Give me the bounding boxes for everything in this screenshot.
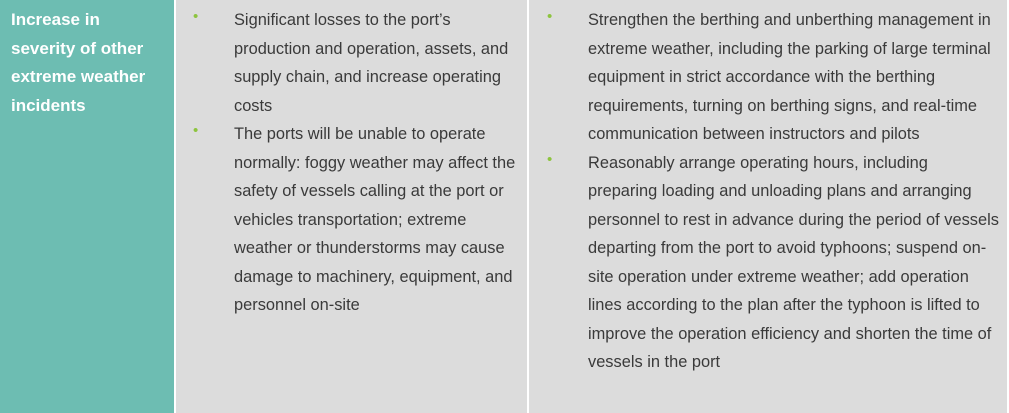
bullet-icon: • (193, 122, 199, 139)
impact-cell (176, 0, 529, 413)
measures-list (545, 6, 1001, 377)
bullet-icon: • (547, 8, 553, 25)
risk-category-title: Increase in severity of other extreme weather incidents (11, 10, 146, 115)
list-item (545, 149, 1001, 377)
impact-text: Significant losses to the port’s production and operation, assets, and supply chain, and increase operating costs (234, 11, 509, 115)
bullet-icon: • (193, 8, 199, 25)
impact-text: The ports will be unable to operate normally: foggy weather may affect the safety of vessels calling at the port or vehicles transportation; extreme weather or thunderstorms may cause damage to machinery, equipment, and personnel on-site (234, 125, 516, 314)
impact-list (191, 6, 521, 320)
risk-category-cell (0, 0, 176, 413)
bullet-icon: • (547, 150, 553, 168)
list-item (191, 6, 521, 120)
list-item (545, 6, 1001, 149)
list-item (191, 120, 521, 320)
measure-text: Reasonably arrange operating hours, including preparing loading and unloading plans and arranging personnel to rest in advance during the period of vessels departing from the port to avoid typhoons; suspend on-site operation under extreme weather; add operation lines according to the plan after the typhoon is lifted to improve the operation efficiency and shorten the time of vessels in the port (588, 153, 999, 371)
measures-cell (529, 0, 1007, 413)
measure-text: Strengthen the berthing and unberthing management in extreme weather, including the parking of large terminal equipment in strict accordance with the berthing requirements, turning on berthing signs, and real-time communication between instructors and pilots (588, 11, 991, 143)
